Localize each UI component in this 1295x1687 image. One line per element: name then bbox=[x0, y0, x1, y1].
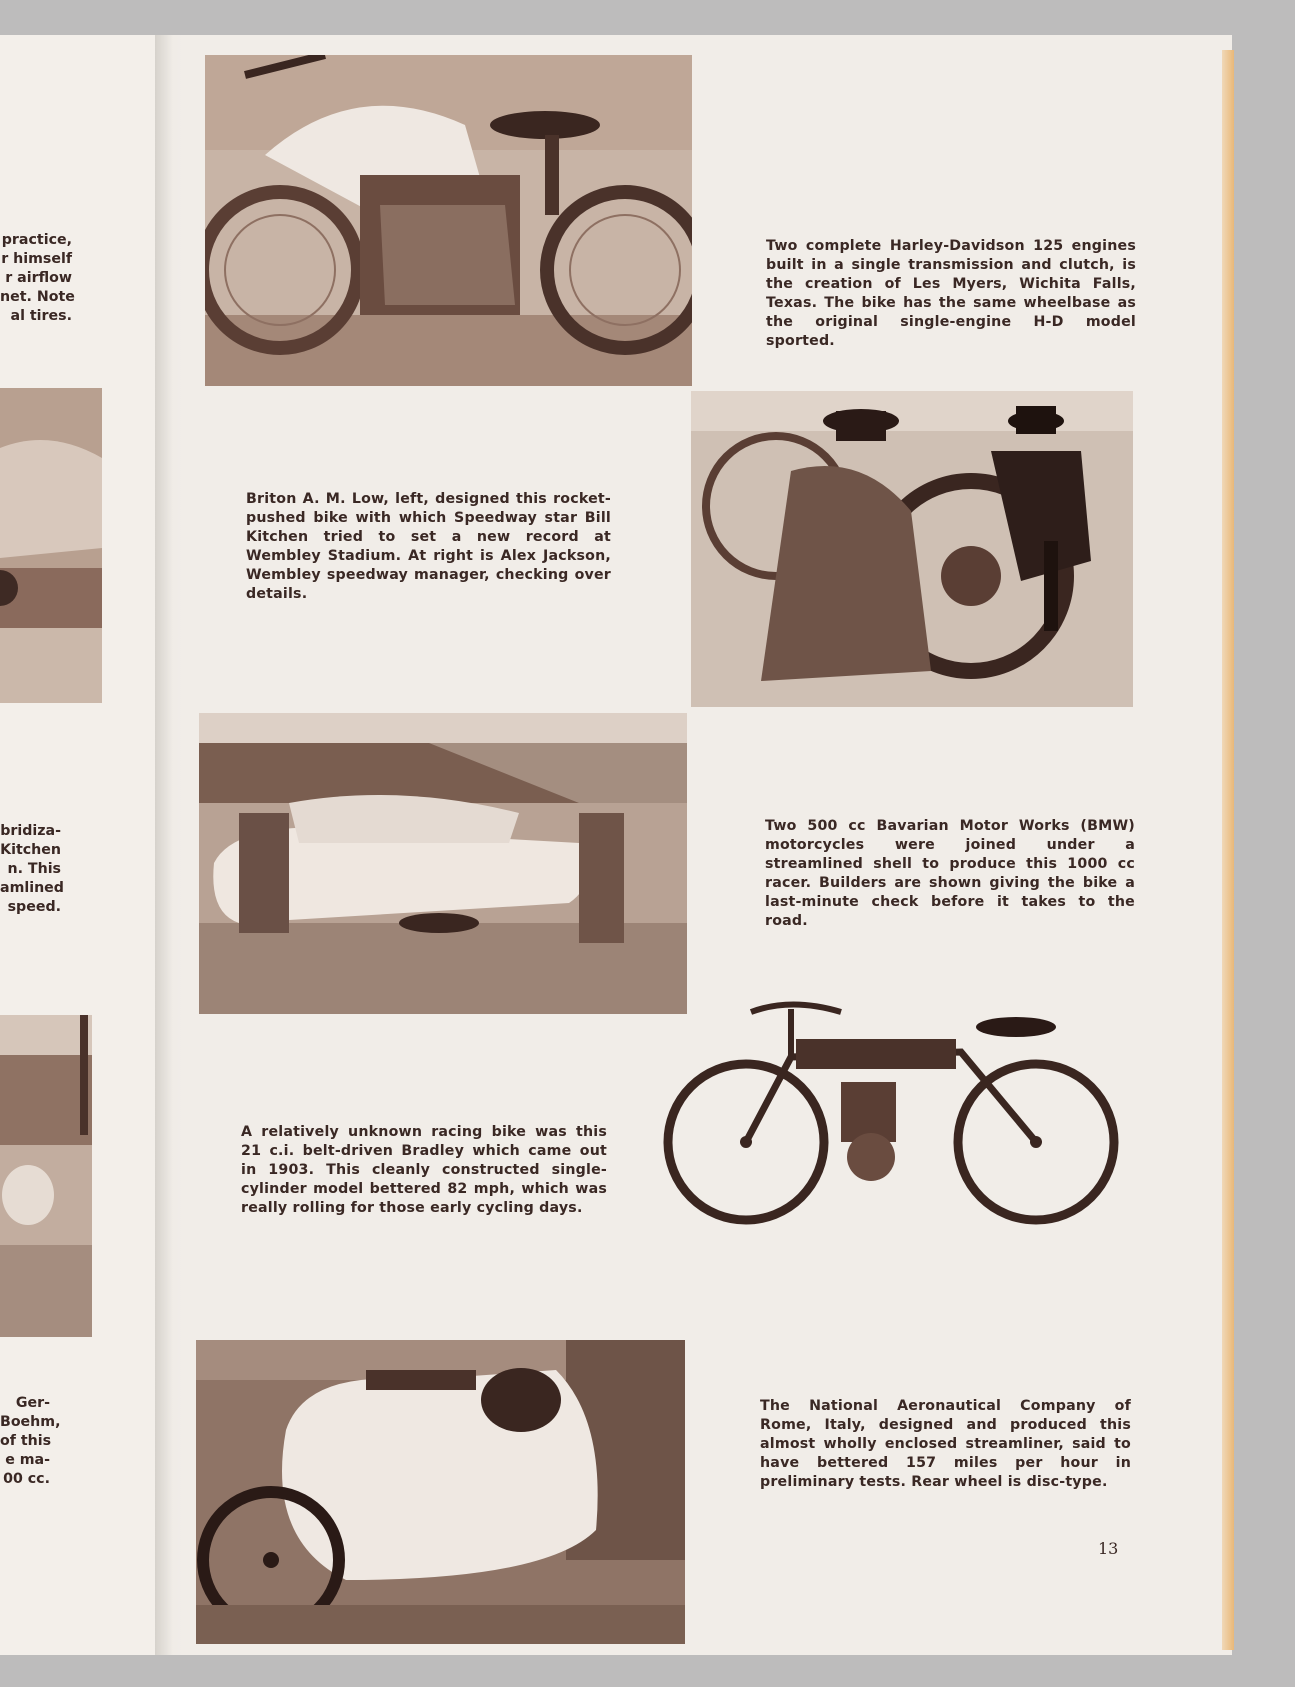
left-text-fragment-3: Ger- Boehm, of this e ma- 00 cc. bbox=[0, 1395, 61, 1487]
harley-davidson-photo bbox=[205, 55, 692, 386]
left-photo-partial-1 bbox=[0, 388, 102, 703]
page-gutter bbox=[155, 35, 185, 1655]
left-text-fragment-1: practice, r himself r airflow net. Note al tires. bbox=[0, 232, 75, 324]
page-edge bbox=[1222, 50, 1234, 1650]
left-photo-partial-2 bbox=[0, 1015, 92, 1337]
bmw-streamliner-photo bbox=[199, 713, 687, 1014]
caption-national-aeronautical: The National Aeronautical Company of Rome, Italy, designed and produced this almost wholly enclosed streamliner, said to have bettered 157 miles per hour in preliminary tests. Rear wheel is disc-type. bbox=[760, 1398, 1131, 1490]
bradley-motorcycle-photo bbox=[661, 997, 1123, 1230]
caption-bmw: Two 500 cc Bavarian Motor Works (BMW) motorcycles were joined under a streamlined shell to produce this 1000 cc racer. Builders are shown giving the bike a last-minute check before it takes to the road. bbox=[765, 818, 1135, 929]
am-low-rocket-bike-photo bbox=[691, 391, 1133, 707]
caption-am-low: Briton A. M. Low, left, designed this rocket-pushed bike with which Speedway star Bill Kitchen tried to set a new record at Wembley Stadium. At right is Alex Jackson, Wembley speedway manager, checking over details. bbox=[246, 491, 611, 602]
page-number: 13 bbox=[1098, 1539, 1119, 1558]
national-aeronautical-streamliner-photo bbox=[196, 1340, 685, 1644]
caption-bradley: A relatively unknown racing bike was this 21 c.i. belt-driven Bradley which came out in 1903. This cleanly constructed single-cylinder model bettered 82 mph, which was really rolling for those early cycling days. bbox=[241, 1124, 607, 1216]
left-text-fragment-2: bridiza- Kitchen n. This amlined speed. bbox=[0, 823, 64, 915]
caption-harley-davidson: Two complete Harley-Davidson 125 engines built in a single transmission and clutch, is the creation of Les Myers, Wichita Falls, Texas. The bike has the same wheelbase as the original single-engine H-D model sported. bbox=[766, 238, 1136, 349]
